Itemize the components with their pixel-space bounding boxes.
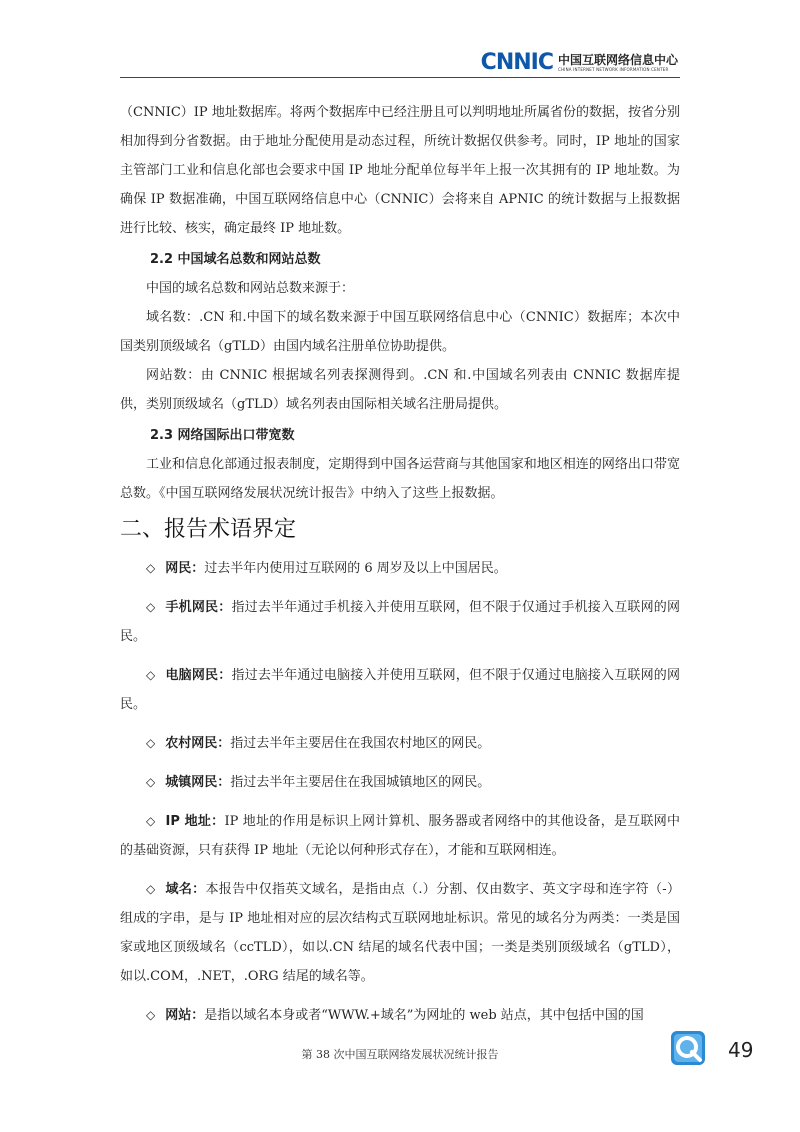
term-name: 手机网民： <box>165 600 232 615</box>
term-item <box>120 875 680 991</box>
chapter-title: 二、报告术语界定 <box>120 517 297 542</box>
diamond-bullet-icon: ◇ <box>146 600 156 614</box>
diamond-bullet-icon: ◇ <box>146 814 156 828</box>
footer-report-title: 第 38 次中国互联网络发展状况统计报告 <box>301 1048 499 1061</box>
section-2-2-paragraph: 网站数：由 CNNIC 根据域名列表探测得到。.CN 和.中国域名列表由 CNNIC 数据库提供，类别顶级域名（gTLD）域名列表由国际相关域名注册局提供。 <box>120 368 680 412</box>
section-2-2-paragraph: 域名数：.CN 和.中国下的域名数来源于中国互联网络信息中心（CNNIC）数据库；本次中国类别顶级域名（gTLD）由国内域名注册单位协助提供。 <box>120 310 680 354</box>
term-item <box>120 661 680 719</box>
cnnic-logo <box>481 52 678 74</box>
term-name: 城镇网民： <box>165 775 231 790</box>
section-2-2-paragraph: 中国的域名总数和网站总数来源于： <box>146 281 355 296</box>
term-definition: 指过去半年通过手机接入并使用互联网，但不限于仅通过手机接入互联网的网民。 <box>120 600 680 644</box>
term-definition: 指过去半年主要居住在我国农村地区的网民。 <box>230 736 491 751</box>
term-item <box>120 729 680 758</box>
diamond-bullet-icon: ◇ <box>146 736 156 750</box>
term-item <box>120 1001 680 1030</box>
term-item <box>120 807 680 865</box>
term-definition: 指过去半年主要居住在我国城镇地区的网民。 <box>230 775 491 790</box>
term-definition: 指过去半年通过电脑接入并使用互联网，但不限于仅通过电脑接入互联网的网民。 <box>120 668 680 712</box>
term-name: 网站： <box>165 1008 205 1023</box>
term-definition: IP 地址的作用是标识上网计算机、服务器或者网络中的其他设备，是互联网中的基础资源，只有获得 IP 地址（无论以何种形式存在），才能和互联网相连。 <box>120 814 681 858</box>
diamond-bullet-icon: ◇ <box>146 775 156 789</box>
term-definition: 本报告中仅指英文域名，是指由点（.）分割、仅由数字、英文字母和连字符（-）组成的字串，是与 IP 地址相对应的层次结构式互联网地址标识。常见的域名分为两类：一类是国家或地区顶级域名（ccTLD），如以.CN 结尾的域名代表中国；一类是类别顶级域名（gTLD），如以.COM，.NET，.ORG 结尾的域名等。 <box>120 882 680 984</box>
term-item <box>120 768 680 797</box>
header-rule <box>120 77 680 78</box>
section-2-2-heading: 2.2 中国域名总数和网站总数 <box>150 252 321 267</box>
term-name: 电脑网民： <box>165 668 232 683</box>
diamond-bullet-icon: ◇ <box>146 668 156 682</box>
diamond-bullet-icon: ◇ <box>146 561 156 575</box>
term-definition: 过去半年内使用过互联网的 6 周岁及以上中国居民。 <box>204 561 507 576</box>
logo-chinese-name: 中国互联网络信息中心 <box>557 53 678 67</box>
page-number: 49 <box>728 1038 754 1062</box>
term-definition: 是指以域名本身或者“WWW.+域名”为网址的 web 站点，其中包括中国的国 <box>204 1008 644 1023</box>
diamond-bullet-icon: ◇ <box>146 1008 156 1022</box>
term-name: 网民： <box>165 561 205 576</box>
term-name: 农村网民： <box>165 736 231 751</box>
logo-text <box>558 54 678 72</box>
section-2-3-heading: 2.3 网络国际出口带宽数 <box>150 428 295 443</box>
page-content <box>120 98 680 1040</box>
section-2-3-paragraph: 工业和信息化部通过报表制度，定期得到中国各运营商与其他国家和地区相连的网络出口带宽总数。《中国互联网络发展状况统计报告》中纳入了这些上报数据。 <box>120 457 680 501</box>
term-name: 域名： <box>165 882 206 897</box>
term-item <box>120 593 680 651</box>
term-item <box>120 554 680 583</box>
cnnic-q-icon <box>670 1030 706 1066</box>
logo-mark: CNNIC <box>480 50 553 75</box>
intro-paragraph: （CNNIC）IP 地址数据库。将两个数据库中已经注册且可以判明地址所属省份的数据，按省分别相加得到分省数据。由于地址分配使用是动态过程，所统计数据仅供参考。同时，IP 地址的国家主管部门工业和信息化部也会要求中国 IP 地址分配单位每半年上报一次其拥有的 IP 地址数。为确保 IP 数据准确，中国互联网络信息中心（CNNIC）会将来自 APNIC 的统计数据与上报数据进行比较、核实，确定最终 IP 地址数。 <box>120 105 680 236</box>
term-name: IP 地址： <box>165 814 225 829</box>
logo-english-name: CHINA INTERNET NETWORK INFORMATION CENTER <box>557 67 669 72</box>
diamond-bullet-icon: ◇ <box>146 882 156 896</box>
